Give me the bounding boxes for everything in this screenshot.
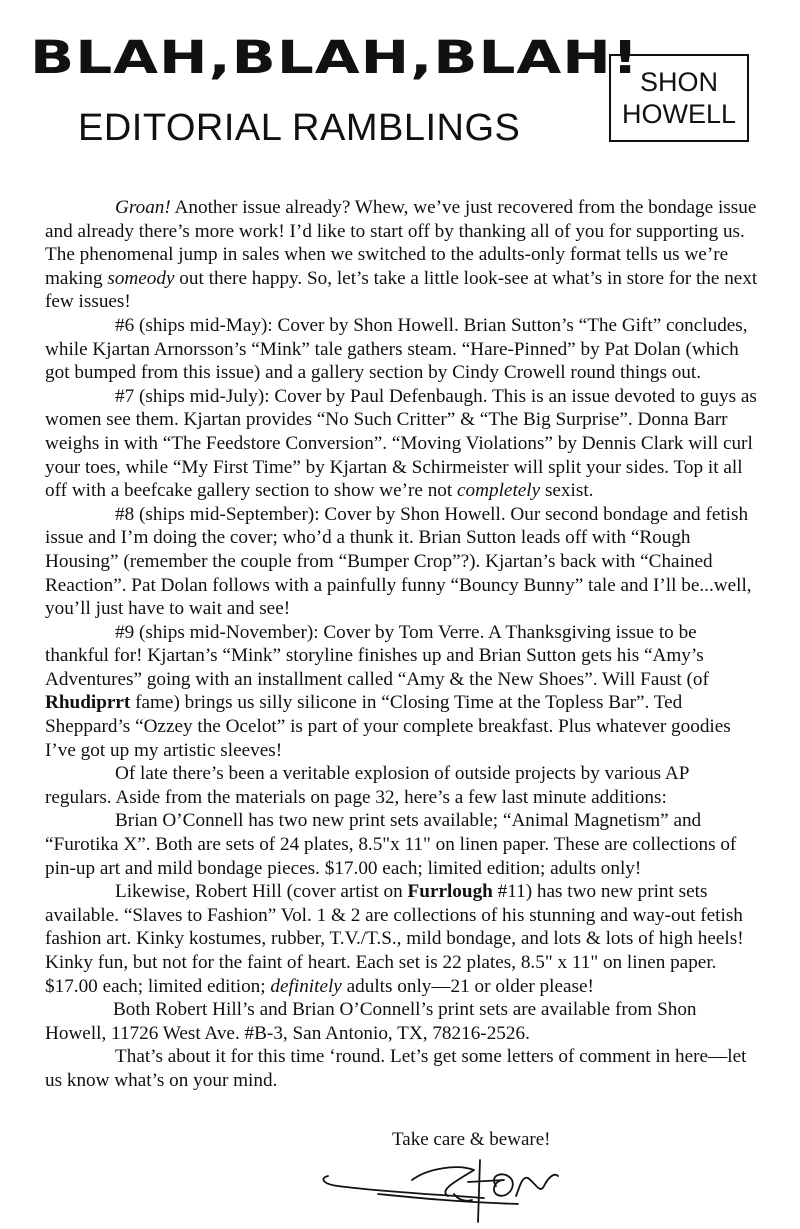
paragraph-availability: Both Robert Hill’s and Brian O’Connell’s print sets are available from Shon Howell, 11726 West Ave. #B-3, San Antonio, TX, 78216-2526. xyxy=(45,999,697,1044)
paragraph-intro: Groan! Another issue already? Whew, we’ve just recovered from the bondage issue and already there’s more work! I’d like to start off by thanking all of you for supporting us. The phenomenal jump in sales when we switched to the adults-only format tells us we’re making someody out there happy. So, let’s take a little look-see at what’s in store for the next few issues! xyxy=(45,197,758,313)
emphasis: completely xyxy=(457,480,541,502)
author-last-name: HOWELL xyxy=(621,99,737,129)
article-body xyxy=(45,196,760,1093)
signature-icon xyxy=(308,1150,588,1225)
title-rhudiprrt: Rhudiprrt xyxy=(45,692,131,714)
paragraph-outside-projects: Of late there’s been a veritable explosion of outside projects by various AP regulars. Aside from the materials on page 32, here’s a few last minute additions: xyxy=(45,763,689,808)
title-furrlough: Furrlough xyxy=(407,881,493,903)
paragraph-issue-9: #9 (ships mid-November): Cover by Tom Verre. A Thanksgiving issue to be thankful for! Kjartan’s “Mink” storyline finishes up and Brian Sutton gets his “Amy’s Adventures” going with an installment called “Amy & the New Shoes”. Will Faust (of Rhudiprrt fame) brings us silly silicone in “Closing Time at the Topless Bar”. Ted Sheppard’s “Ozzey the Ocelot” is part of your complete breakfast. Plus whatever goodies I’ve got up my artistic sleeves! xyxy=(45,621,731,761)
paragraph-closing: That’s about it for this time ‘round. Let’s get some letters of comment in here—let us know what’s on your mind. xyxy=(45,1046,747,1091)
author-first-name: SHON xyxy=(639,67,718,97)
paragraph-issue-8: #8 (ships mid-September): Cover by Shon Howell. Our second bondage and fetish issue and I’m doing the cover; who’d a thunk it. Brian Sutton leads off with “Rough Housing” (remember the couple from “Bumper Crop”?). Kjartan’s back with “Chained Reaction”. Pat Dolan follows with a painfully funny “Bouncy Bunny” tale and I’ll be...well, you’ll just have to wait and see! xyxy=(45,503,752,620)
paragraph-issue-6: #6 (ships mid-May): Cover by Shon Howell. Brian Sutton’s “The Gift” concludes, while Kjartan Arnorsson’s “Mink” tale gathers steam. “Hare-Pinned” by Pat Dolan (which got bumped from this issue) and a gallery section by Cindy Crowell round things out. xyxy=(45,314,748,384)
paragraph-oconnell-prints: Brian O’Connell has two new print sets available; “Animal Magnetism” and “Furotika X”. Both are sets of 24 plates, 8.5"x 11" on linen paper. These are collections of pin-up art and mild bondage pieces. $17.00 each; limited edition; adults only! xyxy=(45,810,737,879)
signoff: Take care & beware! xyxy=(392,1129,551,1150)
subheading: EDITORIAL RAMBLINGS xyxy=(78,107,521,149)
paragraph-issue-7: #7 (ships mid-July): Cover by Paul Defenbaugh. This is an issue devoted to guys as women see them. Kjartan provides “No Such Critter” & “The Big Surprise”. Donna Barr weighs in with “The Feedstore Conversion”. “Moving Violations” by Dennis Clark will curl your toes, while “My First Time” by Kjartan & Schirmeister will split your sides. Top it all off with a beefcake gallery section to show we’re not completely sexist. xyxy=(45,385,757,502)
headline: BLAH,BLAH,BLAH! xyxy=(30,30,640,84)
author-box xyxy=(609,54,749,142)
emphasis: someody xyxy=(107,267,175,289)
emphasis: Groan! xyxy=(115,197,171,218)
paragraph-hill-prints: Likewise, Robert Hill (cover artist on Furrlough #11) has two new print sets available. “Slaves to Fashion” Vol. 1 & 2 are collections of his stunning and way-out fetish fashion art. Kinky kostumes, rubber, T.V./T.S., mild bondage, and lots & lots of high heels! Kinky fun, but not for the faint of heart. Each set is 22 plates, 8.5" x 11" on linen paper. $17.00 each; limited edition; definitely adults only—21 or older please! xyxy=(45,881,744,997)
emphasis: definitely xyxy=(270,975,342,997)
